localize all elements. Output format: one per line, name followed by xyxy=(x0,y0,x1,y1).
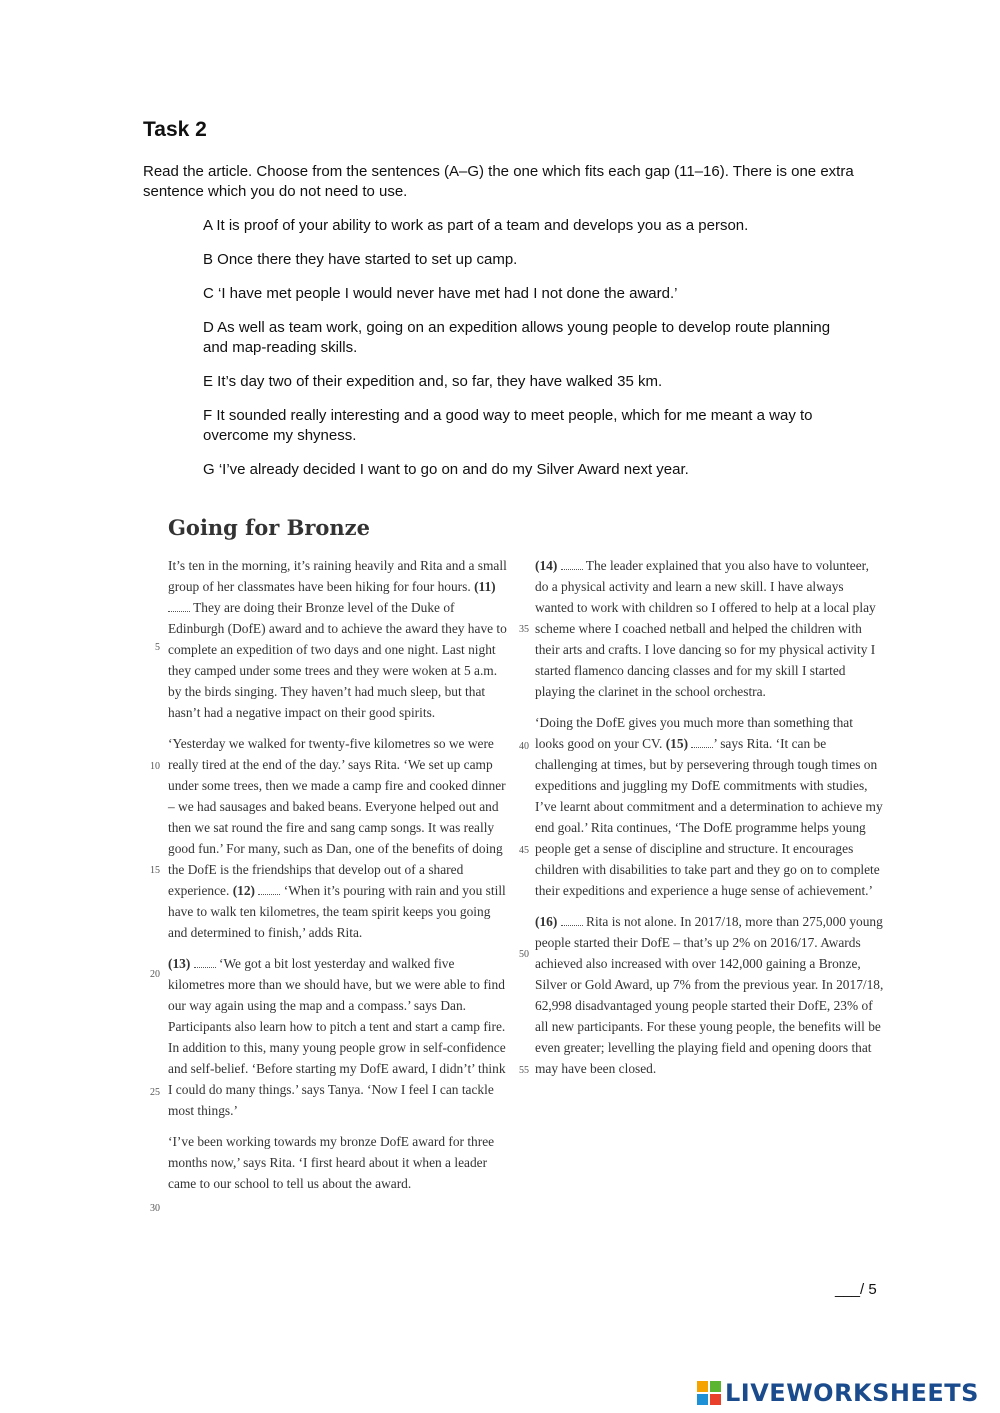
gap-14-blank[interactable] xyxy=(561,557,583,570)
option-g: G ‘I’ve already decided I want to go on and do my Silver Award next year. xyxy=(203,461,689,478)
paragraph-text: The leader explained that you also have to volunteer, do a physical activity and learn a new skill. I have always wanted to work with children so I offered to help at a local play scheme where I coached netball and helped the children with their arts and crafts. I love dancing so for my physical activity I started flamenco dancing classes and for my skill I started playing the clarinet in the school orchestra. xyxy=(535,558,876,699)
line-number: 25 xyxy=(150,1087,160,1098)
article-title: Going for Bronze xyxy=(168,515,370,540)
gap-12-label: (12) xyxy=(232,883,256,898)
line-number: 10 xyxy=(150,761,160,772)
article-column-right xyxy=(535,555,885,1089)
gap-16-label: (16) xyxy=(535,914,558,929)
gap-11-blank[interactable] xyxy=(168,599,190,612)
line-number: 50 xyxy=(519,949,529,960)
paragraph-text: ‘Doing the DofE gives you much more than something that looks good on your CV. xyxy=(535,715,853,751)
line-number: 35 xyxy=(519,624,529,635)
paragraph-text: ‘We got a bit lost yesterday and walked five kilometres more than we should have, but we were able to find our way again using the map and a compass.’ says Dan. Participants also learn how to pitch a tent and start a camp fire. In addition to this, many young people grow in self-confidence and self-belief. ‘Before starting my DofE award, I didn’t’ think I could do many things.’ says Tanya. ‘Now I feel I can tackle most things.’ xyxy=(168,956,506,1118)
paragraph-text: ’ says Rita. ‘It can be challenging at times, but by persevering through tough times on expeditions and juggling my DofE commitments with studies, I’ve learnt about commitment and a determination to achieve my end goal.’ Rita continues, ‘The DofE programme helps young people get a sense of discipline and structure. It encourages children with disabilities to take part and they go on to complete their expeditions and experience a huge sense of achievement.’ xyxy=(535,736,883,898)
article-paragraph xyxy=(168,733,513,943)
paragraph-text: ‘I’ve been working towards my bronze DofE award for three months now,’ says Rita. ‘I first heard about it when a leader came to our school to tell us about the award. xyxy=(168,1134,495,1191)
line-number: 40 xyxy=(519,741,529,752)
score-field: ___/ 5 xyxy=(835,1281,877,1298)
option-a: A It is proof of your ability to work as part of a team and develops you as a person. xyxy=(203,217,749,234)
article-paragraph xyxy=(535,555,885,702)
option-f: F It sounded really interesting and a good way to meet people, which for me meant a way to overcome my shyness. xyxy=(203,407,813,444)
gap-13-blank[interactable] xyxy=(194,955,216,968)
line-number: 15 xyxy=(150,865,160,876)
article-paragraph xyxy=(168,555,513,723)
paragraph-text: Rita is not alone. In 2017/18, more than 275,000 young people started their DofE – that’s up 2% on 2016/17. Awards achieved also increased with over 142,000 gaining a Bronze, Silver or Gold Award, up 7% from the previous year. In 2017/18, 62,998 disadvantaged young people started their DofE, 23% of all new participants. For these young people, the benefits will be even greater; levelling the playing field and opening doors that may have been closed. xyxy=(535,914,884,1076)
gap-13-label: (13) xyxy=(168,956,191,971)
article-column-left xyxy=(168,555,513,1204)
gap-14-label: (14) xyxy=(535,558,558,573)
line-number: 30 xyxy=(150,1203,160,1214)
option-b: B Once there they have started to set up camp. xyxy=(203,251,518,268)
gap-15-label: (15) xyxy=(665,736,689,751)
article-paragraph xyxy=(168,953,513,1121)
option-c: C ‘I have met people I would never have met had I not done the award.’ xyxy=(203,285,678,302)
gap-15-blank[interactable] xyxy=(691,735,713,748)
article-paragraph xyxy=(535,712,885,901)
line-number: 45 xyxy=(519,845,529,856)
line-number: 55 xyxy=(519,1065,529,1076)
gap-16-blank[interactable] xyxy=(561,913,583,926)
brand-name: LIVEWORKSHEETS xyxy=(725,1379,979,1407)
option-e: E It’s day two of their expedition and, so far, they have walked 35 km. xyxy=(203,373,663,390)
task-title: Task 2 xyxy=(143,118,207,141)
task-instructions: Read the article. Choose from the sentences (A–G) the one which fits each gap (11–16). There is one extra sentence which you do not need to use. xyxy=(143,163,854,200)
line-number: 20 xyxy=(150,969,160,980)
paragraph-text: It’s ten in the morning, it’s raining heavily and Rita and a small group of her classmates have been hiking for four hours. xyxy=(168,558,507,594)
paragraph-text: ‘Yesterday we walked for twenty-five kilometres so we were really tired at the end of the day.’ says Rita. ‘We set up camp under some trees, then we made a camp fire and cooked dinner – we had sausages and baked beans. Everyone helped out and then we sat round the fire and sang camp songs. It was really good fun.’ For many, such as Dan, one of the benefits of doing the DofE is the friendships that develop out of a shared experience. xyxy=(168,736,506,898)
paragraph-text: ‘When it’s pouring with rain and you still have to walk ten kilometres, the team spirit keeps you going and determined to finish,’ adds Rita. xyxy=(168,883,506,940)
gap-12-blank[interactable] xyxy=(258,882,280,895)
logo-grid-icon xyxy=(697,1381,721,1405)
option-d: D As well as team work, going on an expedition allows young people to develop route planning and map-reading skills. xyxy=(203,319,831,356)
liveworksheets-logo[interactable] xyxy=(697,1378,979,1408)
article-paragraph xyxy=(168,1131,513,1194)
options-list xyxy=(203,216,853,494)
paragraph-text: They are doing their Bronze level of the Duke of Edinburgh (DofE) award and to achieve the award they have to complete an expedition of two days and one night. Last night they camped under some trees and they were woken at 5 a.m. by the birds singing. They haven’t had much sleep, but that hasn’t had a negative impact on their good spirits. xyxy=(168,600,507,720)
line-number: 5 xyxy=(155,642,160,653)
article-paragraph xyxy=(535,911,885,1079)
gap-11-label: (11) xyxy=(474,579,496,594)
